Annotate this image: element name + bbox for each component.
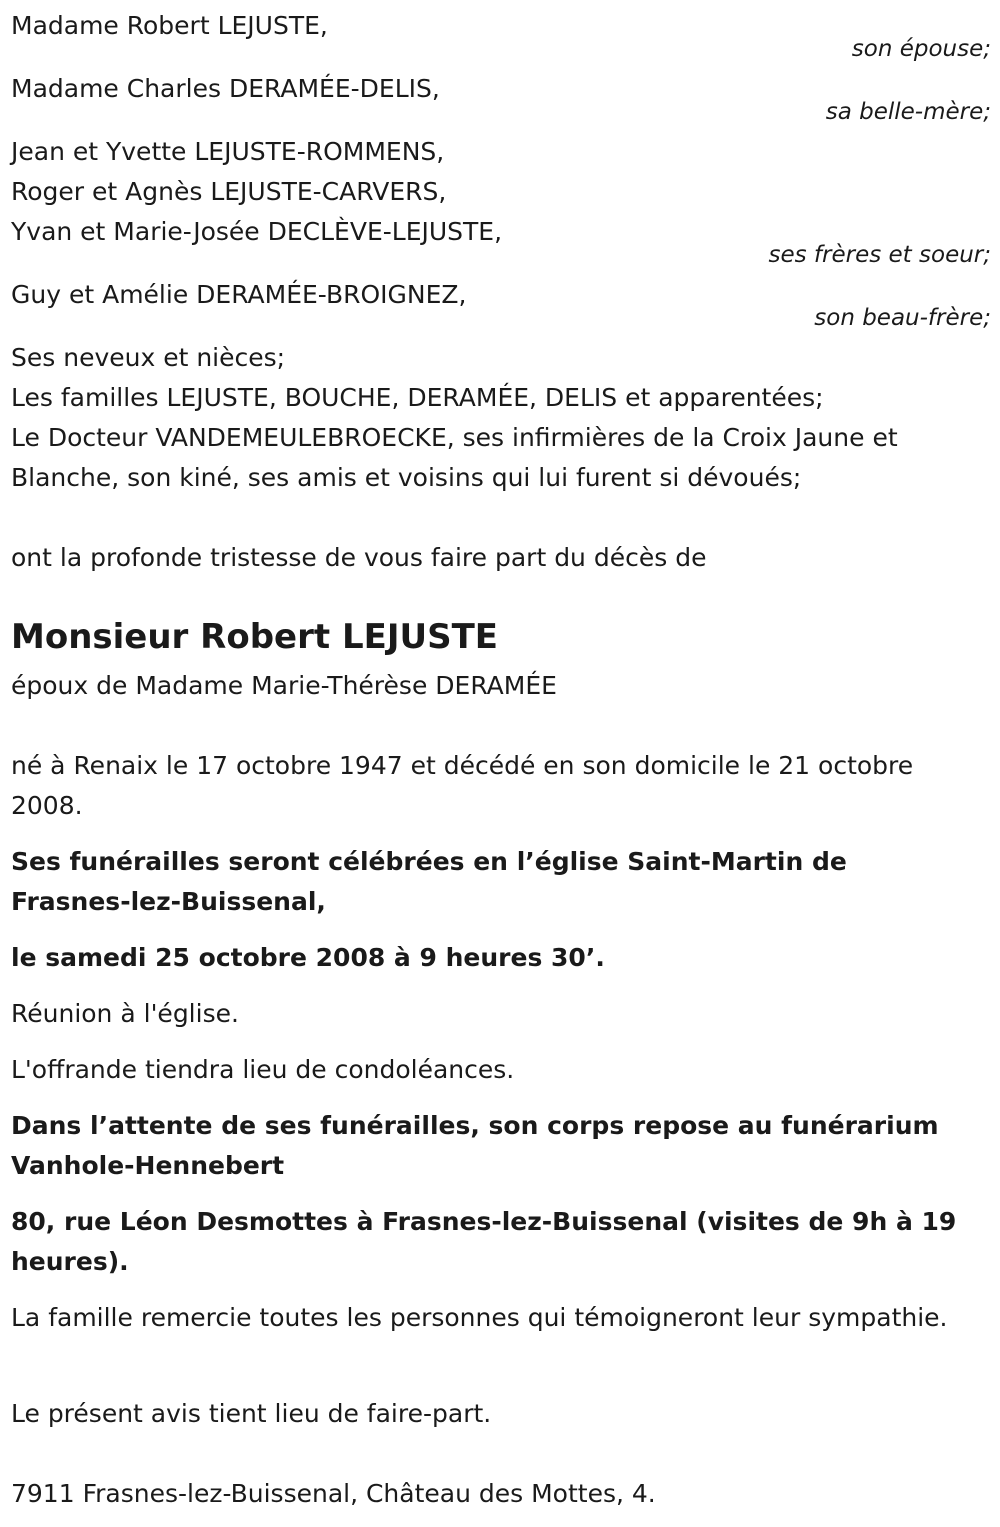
sibling-line-2: Roger et Agnès LEJUSTE-CARVERS,: [11, 177, 447, 206]
mother-in-law-role: sa belle-mère;: [825, 99, 991, 125]
doctor-line-2: Blanche, son kiné, ses amis et voisins qui lui furent si dévoués;: [11, 463, 802, 492]
doctor-line-1: Le Docteur VANDEMEULEBROECKE, ses infirmières de la Croix Jaune et: [11, 423, 898, 452]
deceased-spouse: époux de Madame Marie-Thérèse DERAMÉE: [11, 671, 557, 700]
sibling-line-3: Yvan et Marie-Josée DECLÈVE-LEJUSTE,: [11, 217, 503, 246]
deceased-name: Monsieur Robert LEJUSTE: [11, 617, 499, 657]
notice-text: Le présent avis tient lieu de faire-part.: [11, 1399, 492, 1428]
brother-in-law-name: Guy et Amélie DERAMÉE-BROIGNEZ,: [11, 280, 467, 309]
funerarium-address: 80, rue Léon Desmottes à Frasnes-lez-Buissenal (visites de 9h à 19 heures).: [11, 1207, 957, 1276]
home-address: 7911 Frasnes-lez-Buissenal, Château des Mottes, 4.: [11, 1479, 656, 1508]
siblings-role: ses frères et soeur;: [768, 242, 991, 268]
families-line: Les familles LEJUSTE, BOUCHE, DERAMÉE, DELIS et apparentées;: [11, 383, 824, 412]
wife-role: son épouse;: [851, 36, 991, 62]
nephews-line: Ses neveux et nièces;: [11, 343, 286, 372]
offering-text: L'offrande tiendra lieu de condoléances.: [11, 1055, 515, 1084]
announcement-text: ont la profonde tristesse de vous faire part du décès de: [11, 543, 707, 572]
mother-in-law-name: Madame Charles DERAMÉE-DELIS,: [11, 74, 440, 103]
funerarium-text: Dans l’attente de ses funérailles, son corps repose au funérarium Vanhole-Hennebert: [11, 1111, 939, 1180]
funeral-date: le samedi 25 octobre 2008 à 9 heures 30’.: [11, 943, 605, 972]
wife-name: Madame Robert LEJUSTE,: [11, 11, 328, 40]
brother-in-law-role: son beau-frère;: [814, 305, 991, 331]
sibling-line-1: Jean et Yvette LEJUSTE-ROMMENS,: [11, 137, 445, 166]
thanks-text: La famille remercie toutes les personnes qui témoigneront leur sympathie.: [11, 1303, 948, 1332]
birth-death-text: né à Renaix le 17 octobre 1947 et décédé en son domicile le 21 octobre 2008.: [11, 751, 914, 820]
funeral-church: Ses funérailles seront célébrées en l’église Saint-Martin de Frasnes-lez-Buissenal,: [11, 847, 847, 916]
meeting-text: Réunion à l'église.: [11, 999, 239, 1028]
